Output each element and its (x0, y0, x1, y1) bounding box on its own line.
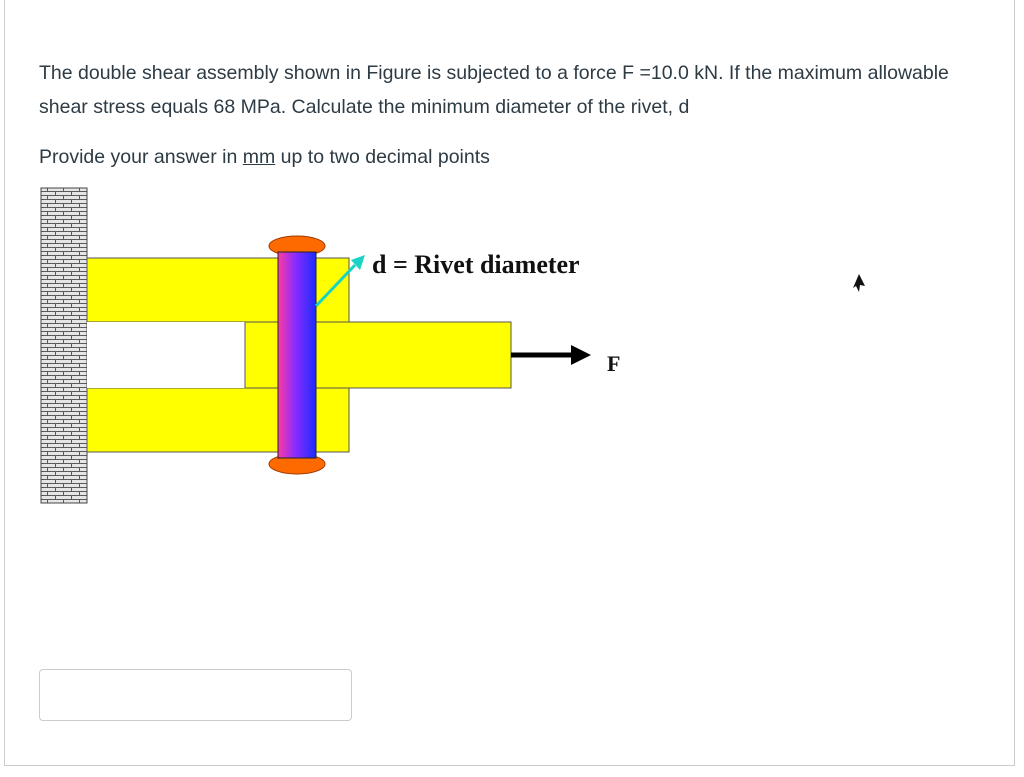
clevis-gap (87, 322, 245, 388)
wall (41, 188, 87, 503)
force-label: F (607, 351, 621, 376)
rivet-shank (278, 252, 316, 458)
question-instruction (39, 140, 989, 174)
instruction-unit: mm (242, 146, 276, 168)
mouse-cursor-icon (853, 274, 869, 294)
rivet-label: d = Rivet diameter (372, 250, 580, 279)
question-card (4, 0, 1015, 766)
instruction-suffix: up to two decimal points (275, 146, 490, 168)
question-text: The double shear assembly shown in Figure is subjected to a force F =10.0 kN. If the maximum allowable shear stress equals 68 MPa. Calculate the minimum diameter of the rivet, d (39, 62, 949, 118)
force-arrowhead (571, 345, 591, 365)
question-body (39, 56, 989, 174)
instruction-prefix: Provide your answer in (39, 146, 243, 168)
answer-input[interactable] (39, 669, 352, 721)
double-shear-figure (35, 183, 675, 513)
